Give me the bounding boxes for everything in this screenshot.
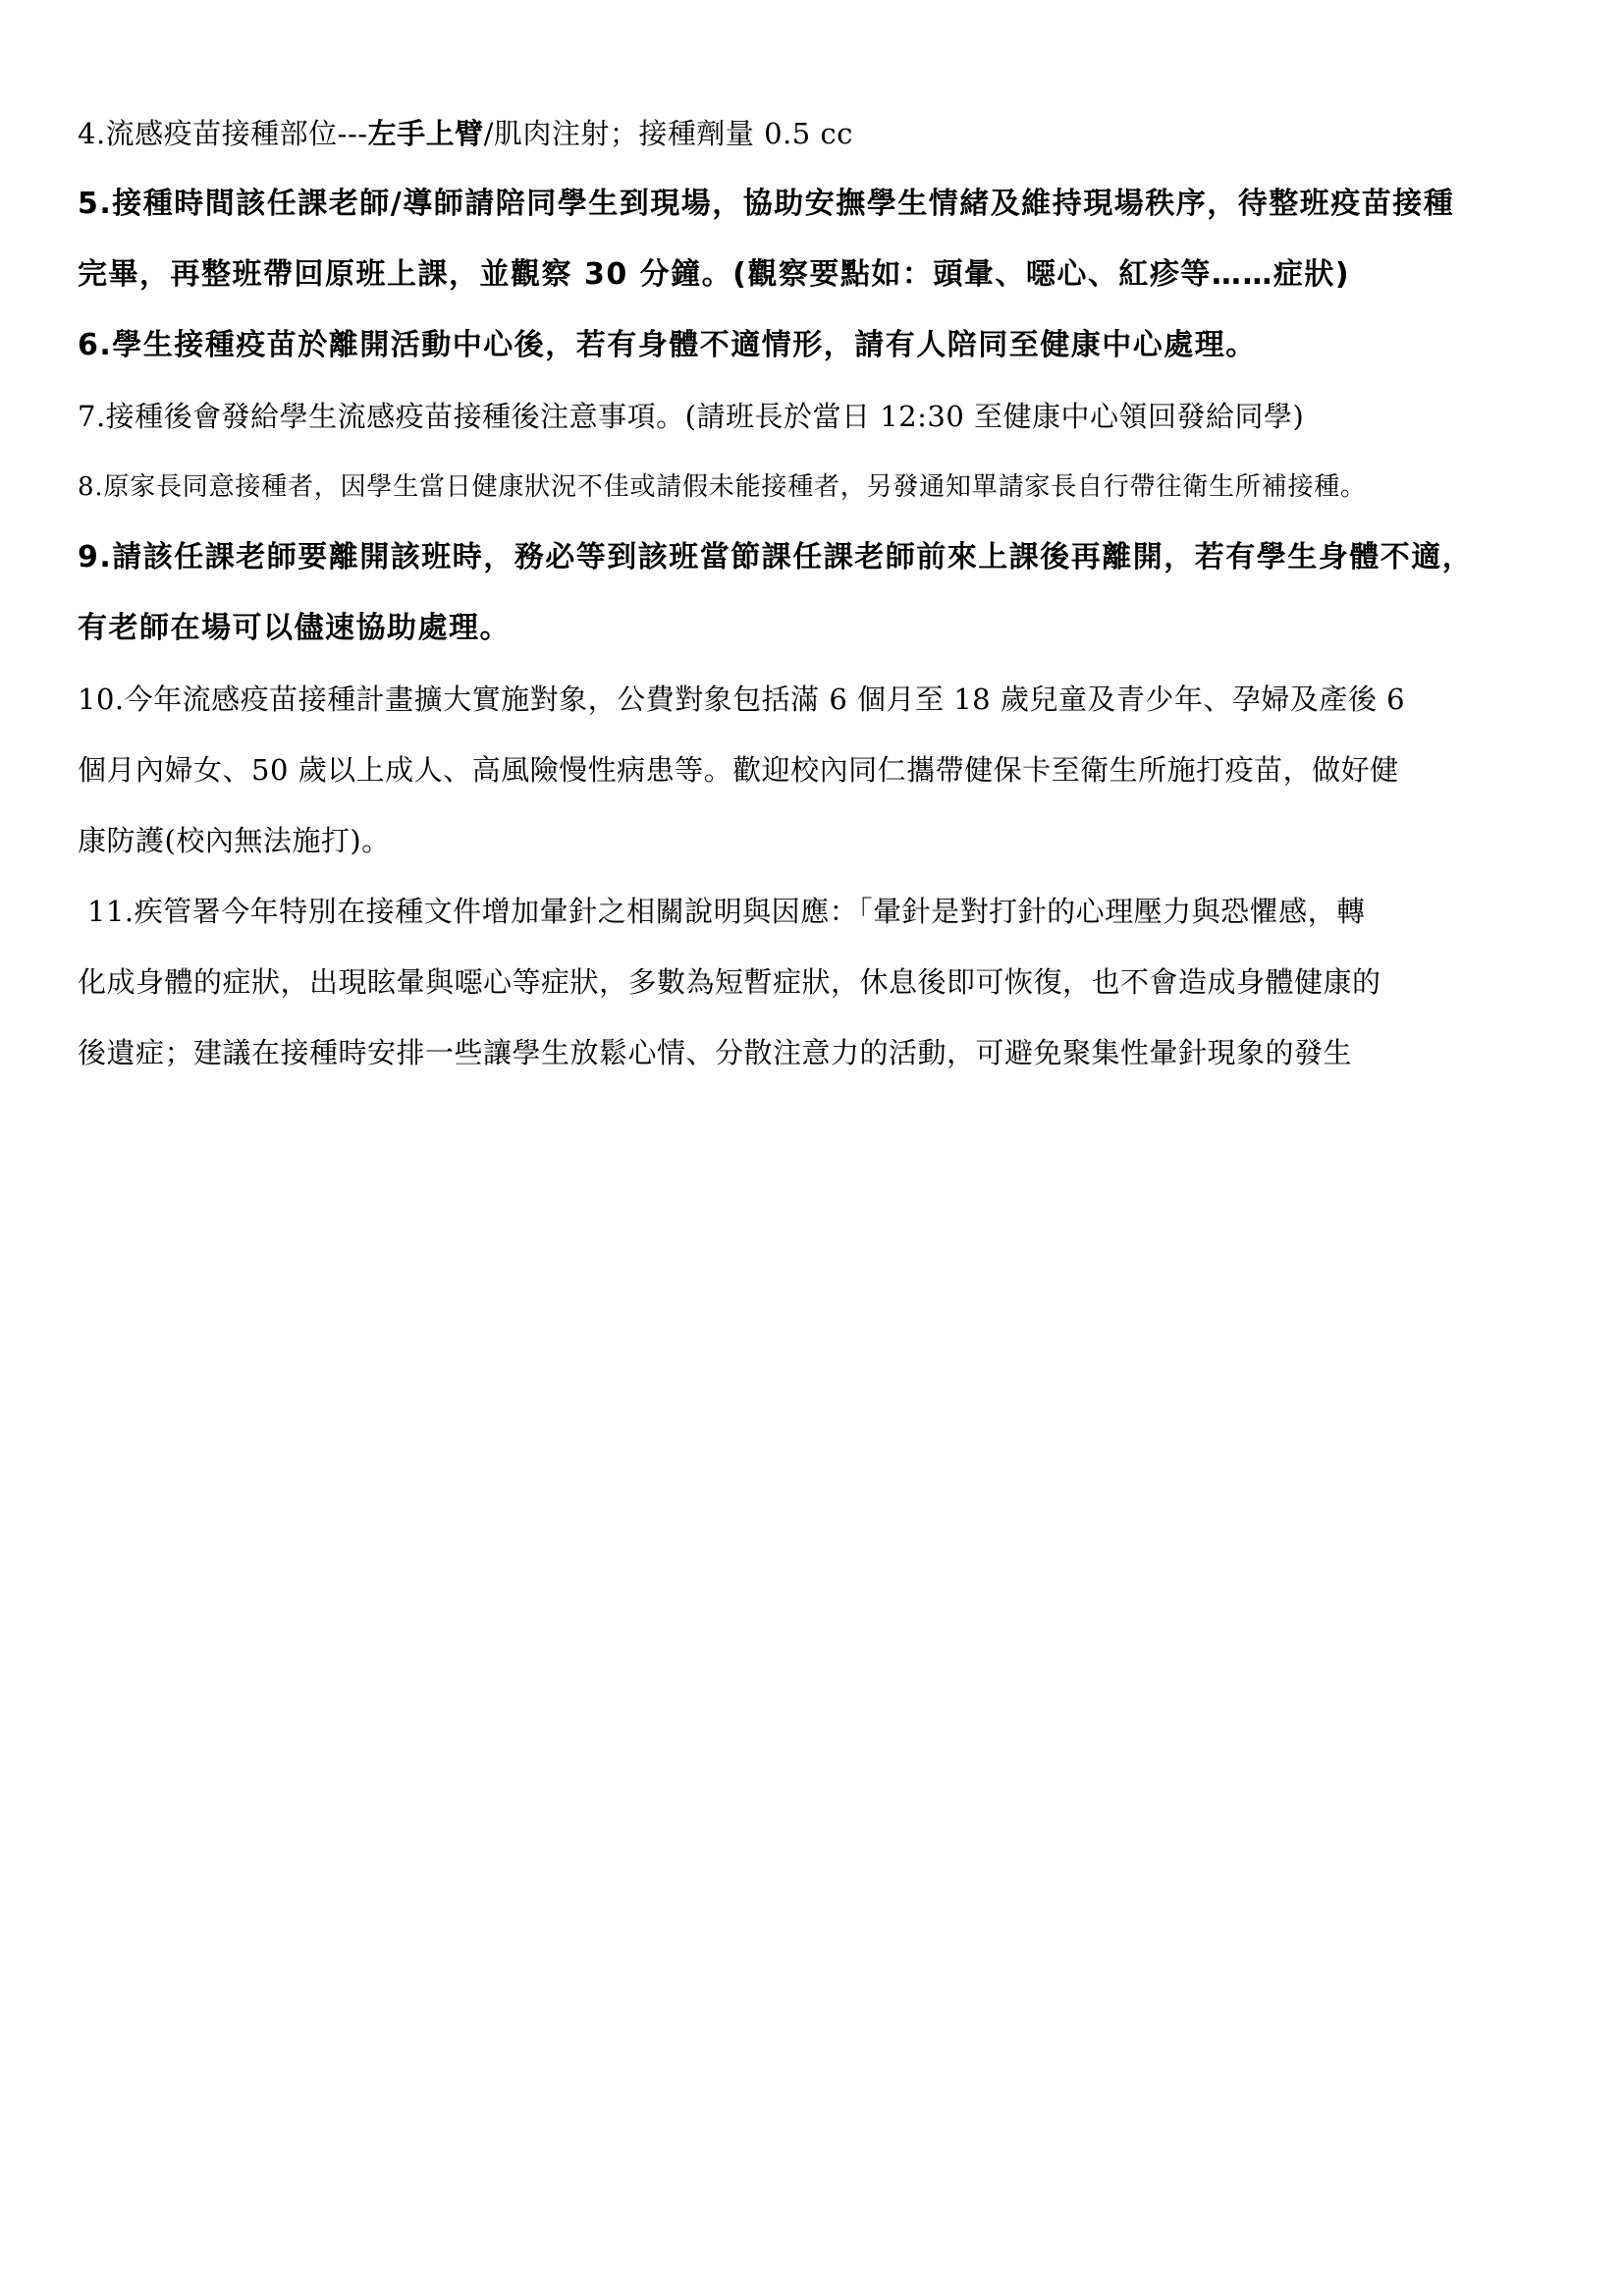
item-7-line: 7.接種後會發給學生流感疫苗接種後注意事項。(請班長於當日 12:30 至健康中心領回發給同學) — [78, 400, 1305, 433]
item-11-line-2: 化成身體的症狀，出現眩暈與噁心等症狀，多數為短暫症狀，休息後即可恢復，也不會造成身體健康的 — [78, 965, 1381, 999]
item-4-suffix: /肌肉注射；接種劑量 0.5 cc — [483, 117, 853, 150]
item-10-line-1: 10.今年流感疫苗接種計畫擴大實施對象，公費對象包括滿 6 個月至 18 歲兒童及青少年、孕婦及產後 6 — [78, 683, 1406, 716]
item-11-line-1: 11.疾管署今年特別在接種文件增加暈針之相關說明與因應：「暈針是對打針的心理壓力與恐懼感，轉 — [87, 895, 1366, 928]
item-8-line: 8.原家長同意接種者，因學生當日健康狀況不佳或請假未能接種者，另發通知單請家長自行帶往衛生所補接種。 — [78, 472, 1367, 502]
item-10-line-3: 康防護(校內無法施打)。 — [78, 824, 391, 857]
item-5-line-2: 完畢，再整班帶回原班上課，並觀察 30 分鐘。(觀察要點如：頭暈、噁心、紅疹等……症狀) — [78, 257, 1351, 292]
item-6-line: 6.學生接種疫苗於離開活動中心後，若有身體不適情形，請有人陪同至健康中心處理。 — [78, 328, 1257, 362]
item-4-prefix: 4.流感疫苗接種部位--- — [78, 117, 368, 150]
item-10-line-2: 個月內婦女、50 歲以上成人、高風險慢性病患等。歡迎校內同仁攜帶健保卡至衛生所施打疫苗，做好健 — [78, 753, 1399, 787]
item-9-line-1: 9.請該任課老師要離開該班時，務必等到該班當節課任課老師前來上課後再離開，若有學生身體不適， — [78, 540, 1474, 574]
item-4-emphasis: 左手上臂 — [367, 117, 484, 150]
document-body — [78, 98, 1550, 1088]
item-4-line — [78, 98, 1550, 169]
item-5-line-1: 5.接種時間該任課老師/導師請陪同學生到現場，協助安撫學生情緒及維持現場秩序，待整班疫苗接種 — [78, 187, 1455, 221]
item-9-line-2: 有老師在場可以儘速協助處理。 — [78, 611, 511, 645]
item-11-line-3: 後遺症；建議在接種時安排一些讓學生放鬆心情、分散注意力的活動，可避免聚集性暈針現象的發生 — [78, 1036, 1353, 1069]
